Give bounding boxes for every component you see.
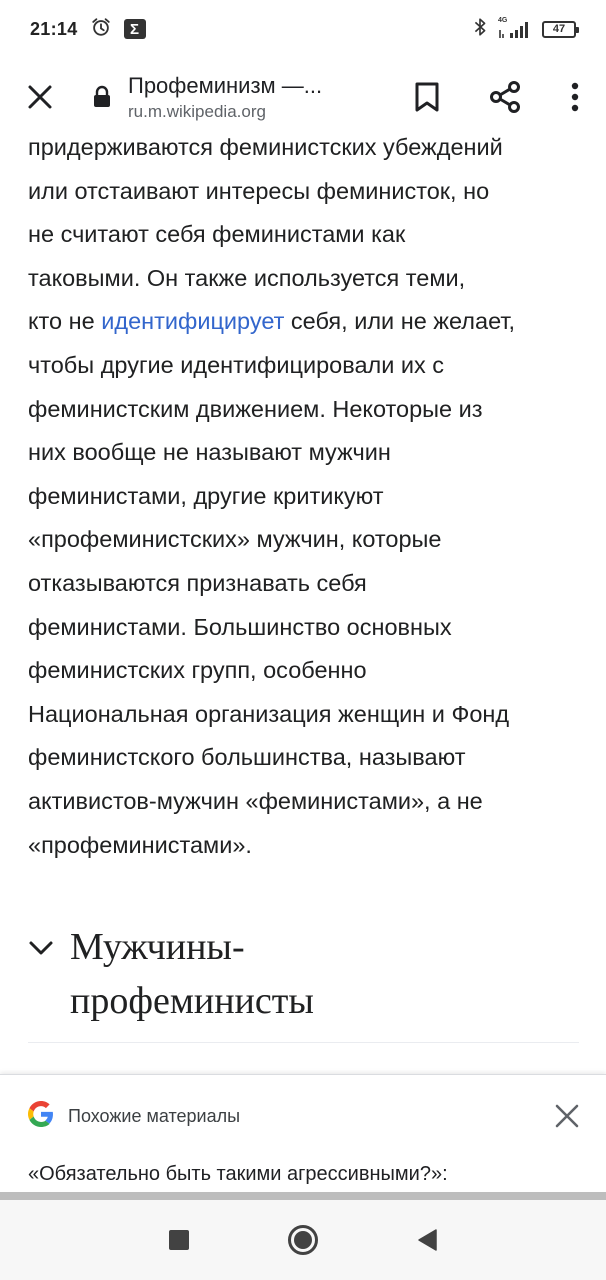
close-tab-button[interactable]: [0, 58, 80, 136]
section-divider: [28, 1042, 579, 1043]
paragraph-line: не считают себя феминистами как: [28, 221, 406, 248]
bluetooth-icon: [472, 16, 488, 43]
status-bar: [0, 0, 606, 58]
chevron-down-icon[interactable]: [28, 920, 68, 976]
related-header: [28, 1099, 584, 1133]
toolbar-actions: [388, 58, 606, 136]
text-segment: кто не: [28, 308, 102, 335]
more-options-button[interactable]: [544, 58, 606, 136]
close-icon: [554, 1103, 580, 1129]
panel-bottom-edge: [0, 1192, 606, 1200]
signal-icon: [498, 18, 532, 40]
paragraph-line: таковыми. Он также используется теми,: [28, 264, 466, 291]
share-button[interactable]: [466, 58, 544, 136]
close-related-button[interactable]: [550, 1099, 584, 1133]
back-icon: [416, 1228, 438, 1252]
battery-icon: 47: [542, 21, 576, 38]
recent-apps-button[interactable]: [117, 1200, 241, 1280]
paragraph-line: феминистским движением. Некоторые из: [28, 395, 483, 422]
google-logo-icon: [28, 1101, 54, 1132]
paragraph-line: чтобы другие идентифицировали их с: [28, 351, 445, 378]
page-info[interactable]: [128, 72, 378, 123]
section-title-line: Мужчины-: [70, 926, 245, 968]
paragraph-line: Национальная организация женщин и Фонд: [28, 700, 510, 727]
alarm-icon: [90, 16, 112, 43]
paragraph-line: придерживаются феминистских убеждений: [28, 134, 503, 160]
section-title-line: профеминисты: [70, 980, 314, 1022]
browser-toolbar: [0, 58, 606, 136]
network-type-label: 4G: [498, 17, 508, 24]
sigma-icon: Σ: [124, 19, 146, 39]
bookmark-button[interactable]: [388, 58, 466, 136]
lock-icon[interactable]: [92, 85, 118, 109]
system-navigation-bar: [0, 1200, 606, 1280]
paragraph-line: «профеминистских» мужчин, которые: [28, 526, 442, 553]
paragraph-line: феминистами. Большинство основных: [28, 613, 452, 640]
section-heading[interactable]: [28, 920, 580, 1028]
recent-apps-icon: [168, 1229, 190, 1251]
home-icon: [287, 1224, 319, 1256]
page-title: Профеминизм —...: [128, 72, 323, 98]
close-icon: [27, 84, 53, 110]
article-content: [0, 136, 606, 1074]
status-left: [30, 16, 146, 43]
related-content-panel: [0, 1074, 606, 1198]
home-button[interactable]: [241, 1200, 365, 1280]
back-button[interactable]: [365, 1200, 489, 1280]
related-item-line: «Обязательно быть такими агрессивными?»:: [28, 1163, 448, 1185]
more-icon: [570, 82, 580, 112]
status-time: 21:14: [30, 18, 78, 39]
paragraph-line: них вообще не называют мужчин: [28, 439, 391, 466]
paragraph-line: или отстаивают интересы феминисток, но: [28, 177, 490, 204]
paragraph-line: феминистами, другие критикуют: [28, 482, 384, 509]
article-paragraph: [28, 126, 588, 867]
share-icon: [488, 80, 522, 114]
status-right: [472, 16, 576, 43]
paragraph-line: «профеминистами».: [28, 831, 252, 858]
related-title: Похожие материалы: [68, 1105, 241, 1126]
identifies-link[interactable]: идентифицирует: [101, 308, 285, 335]
bookmark-icon: [413, 81, 441, 113]
text-segment: себя, или не желает,: [284, 308, 516, 335]
paragraph-line: отказываются признавать себя: [28, 569, 367, 596]
section-title: [70, 920, 314, 1028]
paragraph-line: феминистских групп, особенно: [28, 657, 367, 684]
page-url: ru.m.wikipedia.org: [128, 101, 266, 121]
paragraph-line: феминистского большинства, называют: [28, 744, 466, 771]
paragraph-line-with-link: [28, 300, 588, 344]
paragraph-line: активистов-мужчин «феминистами», а не: [28, 787, 483, 814]
